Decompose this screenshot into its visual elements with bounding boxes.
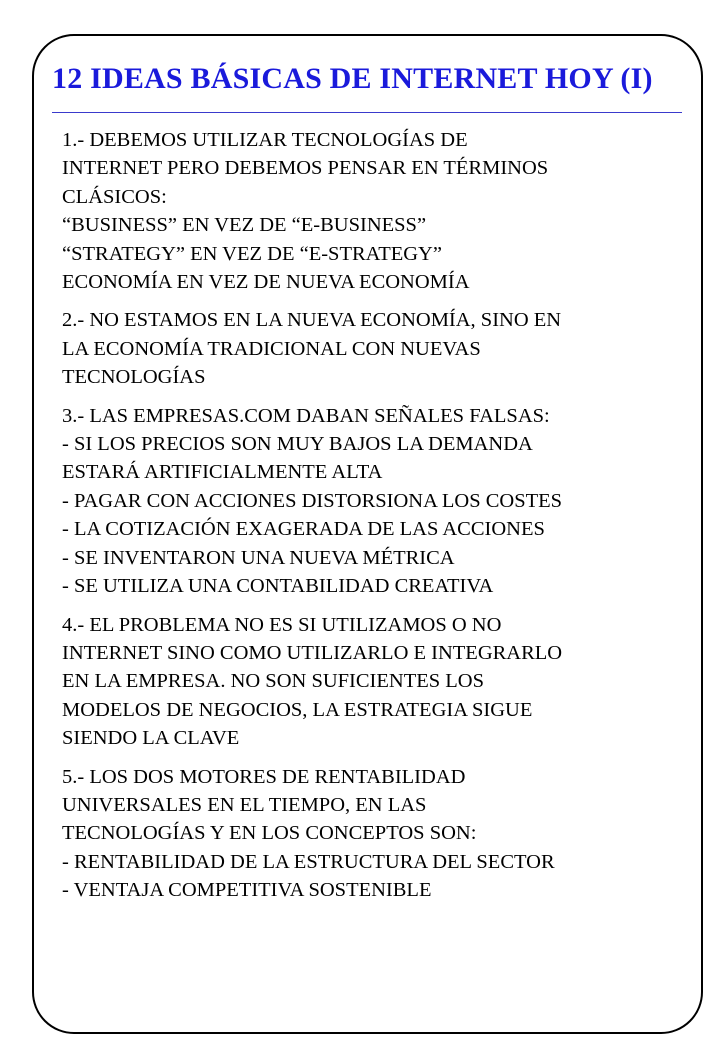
- point-line: - PAGAR CON ACCIONES DISTORSIONA LOS COSTES: [62, 489, 563, 512]
- point-line: CLÁSICOS:: [62, 185, 167, 208]
- point-line: TECNOLOGÍAS: [62, 366, 206, 389]
- point-line: UNIVERSALES EN EL TIEMPO, EN LAS: [62, 793, 427, 816]
- point-line: 4.- EL PROBLEMA NO ES SI UTILIZAMOS O NO: [62, 613, 502, 636]
- point-line: “BUSINESS” EN VEZ DE “E-BUSINESS”: [62, 214, 427, 237]
- point-line: TECNOLOGÍAS Y EN LOS CONCEPTOS SON:: [62, 822, 477, 845]
- point-line: LA ECONOMÍA TRADICIONAL CON NUEVAS: [62, 337, 481, 360]
- point-line: - SE UTILIZA UNA CONTABILIDAD CREATIVA: [62, 575, 494, 598]
- point-line: EN LA EMPRESA. NO SON SUFICIENTES LOS: [62, 670, 485, 693]
- point-line: - VENTAJA COMPETITIVA SOSTENIBLE: [62, 879, 432, 902]
- point-4: [62, 611, 690, 753]
- slide-title: 12 IDEAS BÁSICAS DE INTERNET HOY (I): [52, 62, 653, 95]
- point-line: INTERNET SINO COMO UTILIZARLO E INTEGRARLO: [62, 641, 563, 664]
- point-line: - RENTABILIDAD DE LA ESTRUCTURA DEL SECTOR: [62, 850, 555, 873]
- point-line: “STRATEGY” EN VEZ DE “E-STRATEGY”: [62, 242, 442, 265]
- point-line: ECONOMÍA EN VEZ DE NUEVA ECONOMÍA: [62, 271, 470, 294]
- point-line: ESTARÁ ARTIFICIALMENTE ALTA: [62, 461, 383, 484]
- slide-content: [62, 126, 690, 915]
- point-line: MODELOS DE NEGOCIOS, LA ESTRATEGIA SIGUE: [62, 698, 533, 721]
- point-1: [62, 126, 690, 296]
- point-5: [62, 763, 690, 905]
- point-3: [62, 402, 690, 601]
- point-line: 3.- LAS EMPRESAS.COM DABAN SEÑALES FALSAS:: [62, 404, 550, 427]
- point-line: 5.- LOS DOS MOTORES DE RENTABILIDAD: [62, 765, 466, 788]
- title-underline: [52, 112, 682, 113]
- point-line: 1.- DEBEMOS UTILIZAR TECNOLOGÍAS DE: [62, 129, 468, 151]
- point-line: - SI LOS PRECIOS SON MUY BAJOS LA DEMANDA: [62, 433, 533, 456]
- point-line: SIENDO LA CLAVE: [62, 727, 240, 750]
- point-line: INTERNET PERO DEBEMOS PENSAR EN TÉRMINOS: [62, 157, 549, 180]
- point-line: 2.- NO ESTAMOS EN LA NUEVA ECONOMÍA, SINO EN: [62, 309, 562, 332]
- point-line: - SE INVENTARON UNA NUEVA MÉTRICA: [62, 546, 455, 569]
- point-2: [62, 306, 690, 391]
- point-line: - LA COTIZACIÓN EXAGERADA DE LAS ACCIONES: [62, 518, 545, 541]
